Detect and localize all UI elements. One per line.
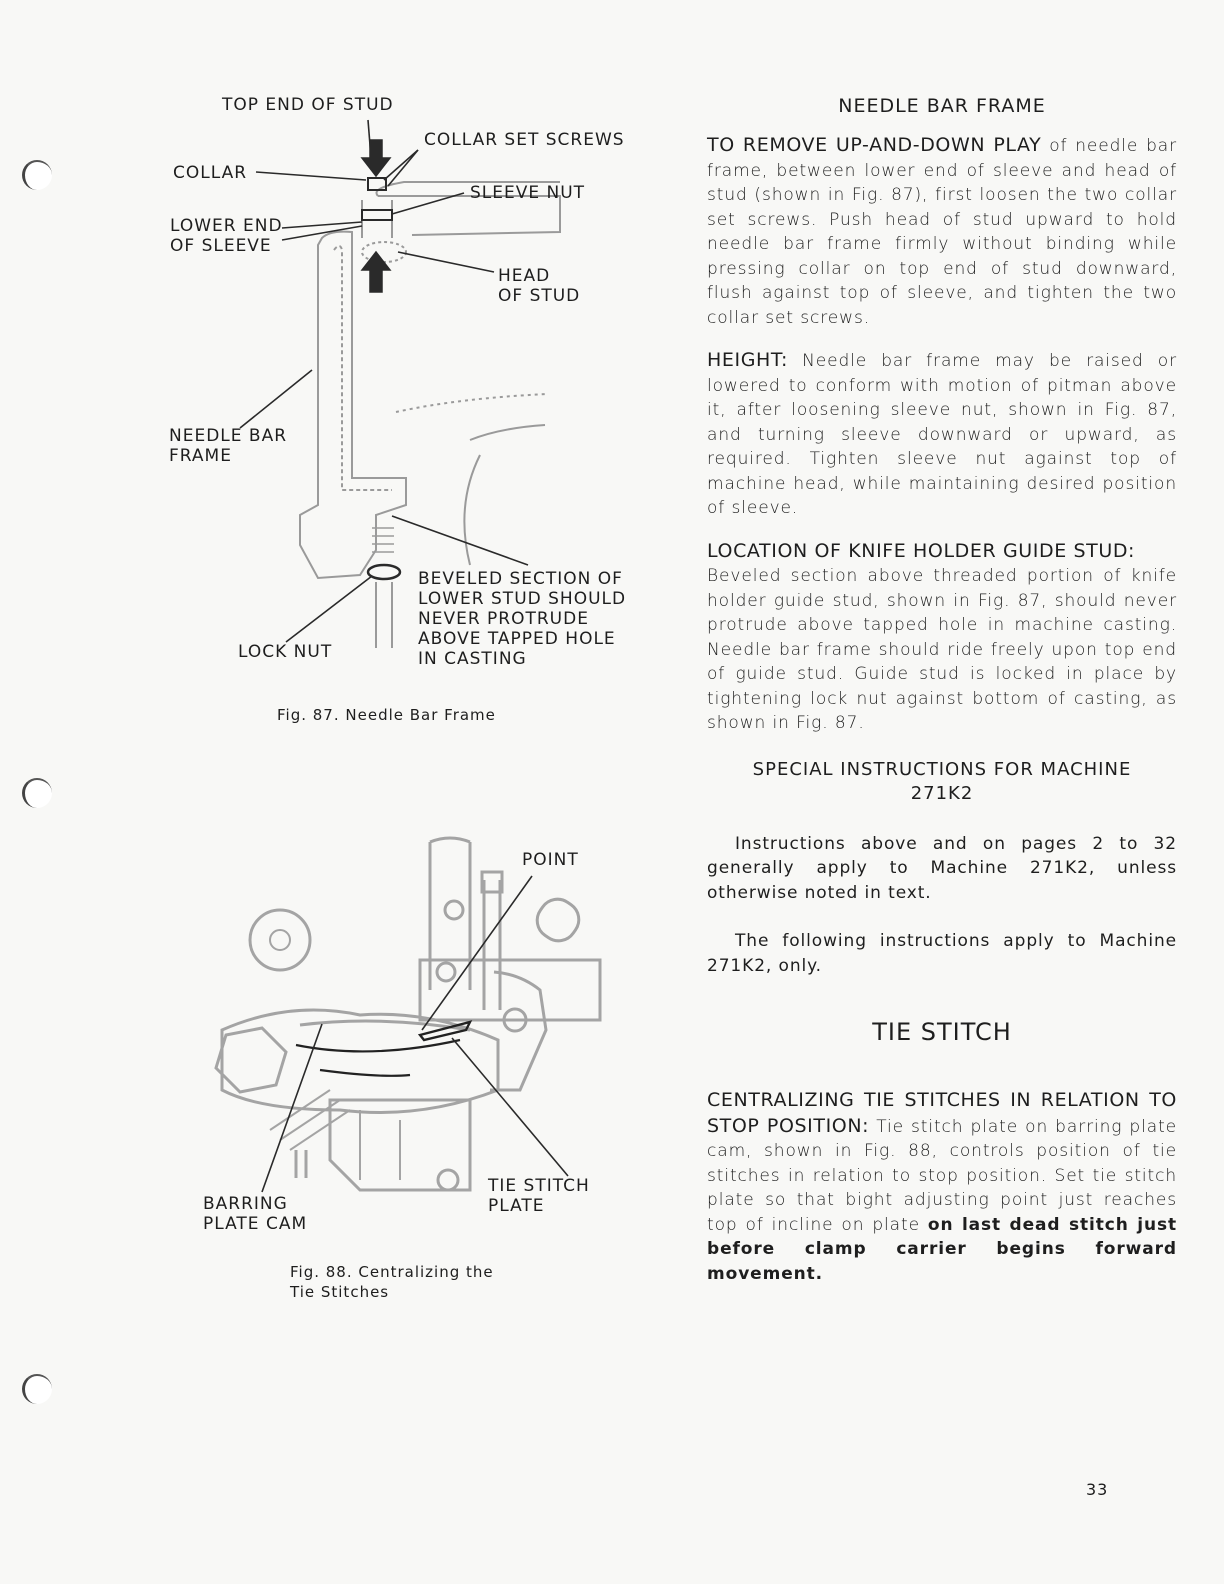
label-lock-nut: LOCK NUT	[238, 642, 333, 662]
paragraph-centralizing-tie-stitches	[707, 1088, 1177, 1286]
special-instructions-heading: SPECIAL INSTRUCTIONS FOR MACHINE 271K2	[752, 758, 1132, 804]
knife-holder-body: Beveled section above threaded portion of knife holder guide stud, shown in Fig. 87, should never protrude above tapped hole in machine casting. Needle bar frame should ride freely upon top end of guide stud. Guide stud is locked in place by tightening lock nut against bottom of casting, as shown in Fig. 87.	[707, 566, 1177, 733]
post-screw	[445, 901, 463, 919]
binder-hole-bottom	[22, 1374, 52, 1404]
height-body: Needle bar frame may be raised or lowered to conform with motion of pitman above it, after loosening sleeve nut, shown in Fig. 87, and turning sleeve downward or upward, as required. Tighten sleeve nut against top of machine head, while maintaining desired position of sleeve.	[707, 351, 1177, 518]
leader-point	[422, 876, 532, 1030]
cam-groove-black	[296, 1040, 460, 1051]
label-sleeve-nut: SLEEVE NUT	[470, 183, 586, 203]
left-wheel-hub	[270, 930, 290, 950]
needle-bar-frame-heading: NEEDLE BAR FRAME	[838, 95, 1046, 117]
right-text-column	[707, 95, 1177, 1286]
page-number: 33	[1086, 1480, 1109, 1499]
fig87-caption: Fig. 87. Needle Bar Frame	[277, 706, 496, 724]
lower-screw	[438, 1170, 458, 1190]
height-lead: HEIGHT:	[707, 349, 789, 371]
centralizing-lead: CENTRALIZING TIE STITCHES IN RELATION TO STOP POSITION:	[707, 1089, 1177, 1137]
plate-screw	[437, 963, 455, 981]
upper-post	[430, 842, 470, 990]
label-collar: COLLAR	[173, 163, 248, 183]
barring-plate-cam-diagram	[0, 0, 660, 1300]
lower-block-divider	[360, 1110, 400, 1180]
post-cap	[430, 838, 470, 842]
hex-bolt	[216, 1028, 286, 1092]
label-beveled-section: BEVELED SECTION OF LOWER STUD SHOULD NEVER PROTRUDE ABOVE TAPPED HOLE IN CASTING	[418, 569, 627, 669]
fig88-caption: Fig. 88. Centralizing the Tie Stitches	[290, 1263, 494, 1301]
label-top-end-of-stud: TOP END OF STUD	[222, 95, 394, 115]
centralizing-bold-tail: on last dead stitch just before clamp carrier begins forward movement.	[707, 1214, 1177, 1284]
label-needle-bar-frame: NEEDLE BAR FRAME	[169, 426, 288, 466]
paragraph-following-instructions: The following instructions apply to Machine 271K2, only.	[707, 931, 1177, 976]
lower-rod	[296, 1150, 306, 1178]
threaded-stud	[484, 880, 500, 1010]
paragraph-height	[707, 348, 1177, 521]
paragraph-up-and-down-play	[707, 133, 1177, 330]
label-barring-plate-cam: BARRING PLATE CAM	[203, 1194, 308, 1234]
label-point: POINT	[522, 850, 579, 870]
cam-groove-black-2	[320, 1070, 410, 1076]
centralizing-body: Tie stitch plate on barring plate cam, shown in Fig. 88, controls position of tie stitches in relation to stop position. Set tie stitch plate so that bight adjusting point just reaches top of incline on plate	[707, 1116, 1177, 1235]
paragraph-knife-holder-guide-stud	[707, 539, 1177, 736]
up-and-down-play-lead: TO REMOVE UP-AND-DOWN PLAY	[707, 134, 1042, 156]
label-collar-set-screws: COLLAR SET SCREWS	[424, 130, 625, 150]
label-head-of-stud: HEAD OF STUD	[498, 266, 581, 306]
right-slotted-block	[530, 892, 586, 948]
paragraph-instructions-above: Instructions above and on pages 2 to 32 generally apply to Machine 271K2, unless otherwise noted in text.	[707, 833, 1177, 903]
tie-stitch-heading: TIE STITCH	[872, 1018, 1012, 1046]
label-lower-end-of-sleeve: LOWER END OF SLEEVE	[170, 216, 283, 256]
left-wheel	[250, 910, 310, 970]
up-and-down-play-body: of needle bar frame, between lower end of sleeve and head of stud (shown in Fig. 87), first loosen the two collar set screws. Push head of stud upward to hold needle bar frame firmly without binding while pressing collar on top end of stud downward, flush against top of sleeve, and tighten the two collar set screws.	[707, 136, 1177, 328]
knife-holder-lead: LOCATION OF KNIFE HOLDER GUIDE STUD:	[707, 539, 1136, 562]
label-tie-stitch-plate: TIE STITCH PLATE	[488, 1176, 590, 1216]
